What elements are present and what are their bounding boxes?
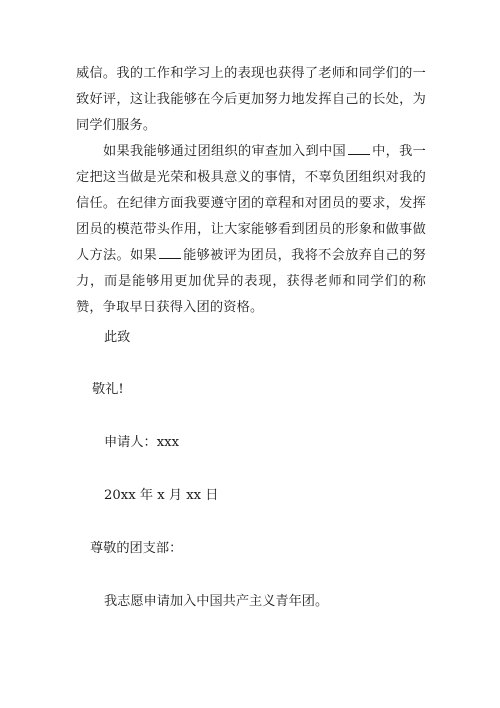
salutation-line: 尊敬的团支部： [90,541,183,556]
paragraph-main-text-2: 中，我一定把这当做是光荣和极具意义的事情，不辜负团组织对我的信任。在纪律方面我要遵守团的章程和对团员的要求，发挥团员的模范带头作用，让大家能够看到团员的形象和做事做人方法。如果 [76,144,426,263]
blank-underline [348,142,370,155]
paragraph-main [76,139,426,321]
closing-jingli: 敬礼! [92,382,124,397]
paragraph-top [76,61,426,139]
paragraph-main-text-1: 如果我能够通过团组织的审查加入到中国 [103,144,346,159]
paragraph-main-text-3: 能够被评为团员，我将不会放弃自己的努力，而是能够用更加优异的表现，获得老师和同学们的称赞，争取早日获得入团的资格。 [76,248,426,315]
closing-cizhi: 此致 [104,330,131,345]
paragraph-top-text: 威信。我的工作和学习上的表现也获得了老师和同学们的一致好评，这让我能够在今后更加努力地发挥自己的长处，为同学们服务。 [76,66,426,133]
opening-line: 我志愿申请加入中国共产主义青年团。 [104,594,329,609]
date-line: 20xx 年 x 月 xx 日 [104,488,219,503]
blank-underline [159,246,181,259]
applicant-line: 申请人：xxx [104,435,180,450]
